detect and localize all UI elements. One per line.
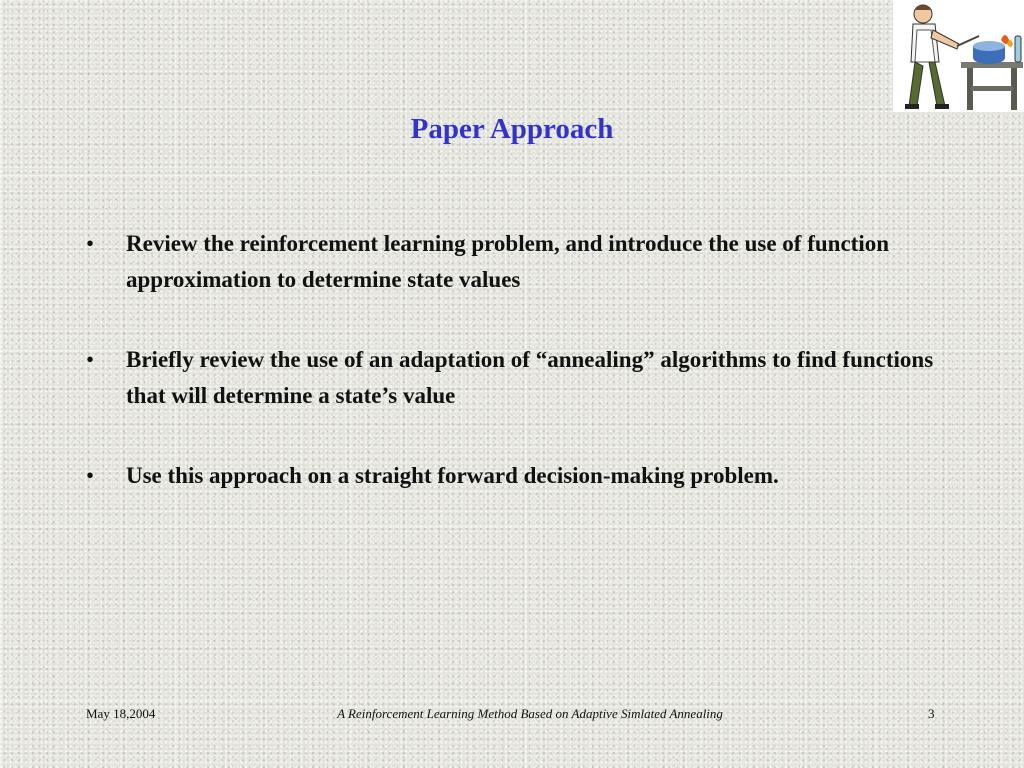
bullet-item: [86, 458, 946, 494]
slide-title: Paper Approach: [410, 113, 614, 145]
bullet-item: [86, 226, 946, 298]
footer-date: May 18,2004: [86, 706, 156, 721]
bullet-icon: •: [86, 347, 95, 372]
bullet-text: Briefly review the use of an adaptation of “annealing” algorithms to find functions that will determine a state’s value: [126, 347, 934, 408]
bullet-icon: •: [86, 463, 95, 488]
bullet-item: [86, 342, 946, 414]
bullet-text: Review the reinforcement learning problem, and introduce the use of function approximation to determine state values: [126, 231, 889, 292]
footer-title: A Reinforcement Learning Method Based on Adaptive Simlated Annealing: [337, 706, 723, 721]
bullet-text: Use this approach on a straight forward decision-making problem.: [126, 463, 779, 488]
footer-page-number: 3: [928, 706, 935, 721]
bullet-icon: •: [86, 231, 95, 256]
bullet-list: [86, 226, 946, 494]
person-cooking-at-stove-icon: [893, 0, 1024, 112]
